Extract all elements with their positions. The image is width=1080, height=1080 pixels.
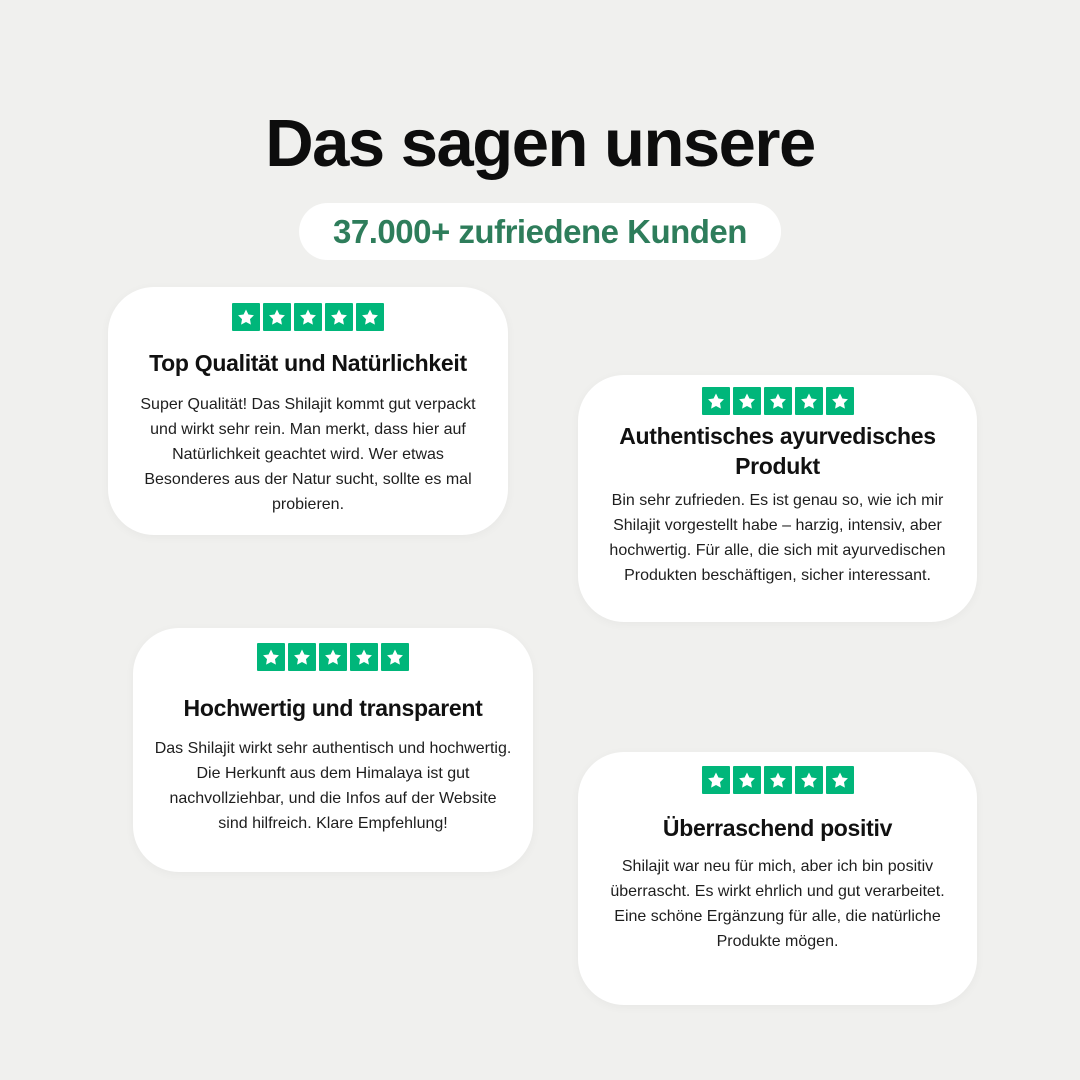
review-title: Hochwertig und transparent (183, 695, 483, 721)
star-rating (702, 766, 854, 794)
customer-count-badge (299, 203, 781, 260)
trustpilot-star-icon (795, 387, 823, 415)
trustpilot-star-icon (319, 643, 347, 671)
trustpilot-star-icon (764, 766, 792, 794)
trustpilot-star-icon (702, 766, 730, 794)
star-rating (257, 643, 409, 671)
review-body: Bin sehr zufrieden. Es ist genau so, wie ich mir Shilajit vorgestellt habe – harzig, intensiv, aber hochwertig. Für alle, die sich mit ayurvedischen Produkten beschäftigen, sicher interessant. (609, 491, 946, 584)
review-card (578, 752, 977, 1005)
review-title: Authentisches ayurvedisches Produkt (619, 423, 936, 479)
review-title: Top Qualität und Natürlichkeit (149, 350, 467, 376)
review-card (108, 287, 508, 535)
review-card (578, 375, 977, 622)
trustpilot-star-icon (294, 303, 322, 331)
review-title: Überraschend positiv (662, 815, 893, 841)
trustpilot-star-icon (733, 766, 761, 794)
trustpilot-star-icon (350, 643, 378, 671)
trustpilot-star-icon (826, 766, 854, 794)
review-body: Shilajit war neu für mich, aber ich bin positiv überrascht. Es wirkt ehrlich und gut verarbeitet. Eine schöne Ergänzung für alle, die natürliche Produkte mögen. (610, 857, 945, 950)
star-rating (702, 387, 854, 415)
customer-count-text: 37.000+ zufriedene Kunden (333, 212, 747, 250)
trustpilot-star-icon (263, 303, 291, 331)
review-body: Das Shilajit wirkt sehr authentisch und hochwertig. Die Herkunft aus dem Himalaya ist gut nachvollziehbar, und die Infos auf der Website sind hilfreich. Klare Empfehlung! (154, 739, 512, 832)
trustpilot-star-icon (826, 387, 854, 415)
star-rating (232, 303, 384, 331)
trustpilot-star-icon (356, 303, 384, 331)
review-body: Super Qualität! Das Shilajit kommt gut verpackt und wirkt sehr rein. Man merkt, dass hier auf Natürlichkeit geachtet wird. Wer etwas Besonderes aus der Natur sucht, sollte es mal probieren. (140, 395, 476, 513)
page-title: Das sagen unsere (265, 106, 815, 181)
review-card (133, 628, 533, 872)
trustpilot-star-icon (232, 303, 260, 331)
trustpilot-star-icon (702, 387, 730, 415)
trustpilot-star-icon (288, 643, 316, 671)
trustpilot-star-icon (764, 387, 792, 415)
trustpilot-star-icon (733, 387, 761, 415)
trustpilot-star-icon (257, 643, 285, 671)
trustpilot-star-icon (381, 643, 409, 671)
trustpilot-star-icon (325, 303, 353, 331)
trustpilot-star-icon (795, 766, 823, 794)
